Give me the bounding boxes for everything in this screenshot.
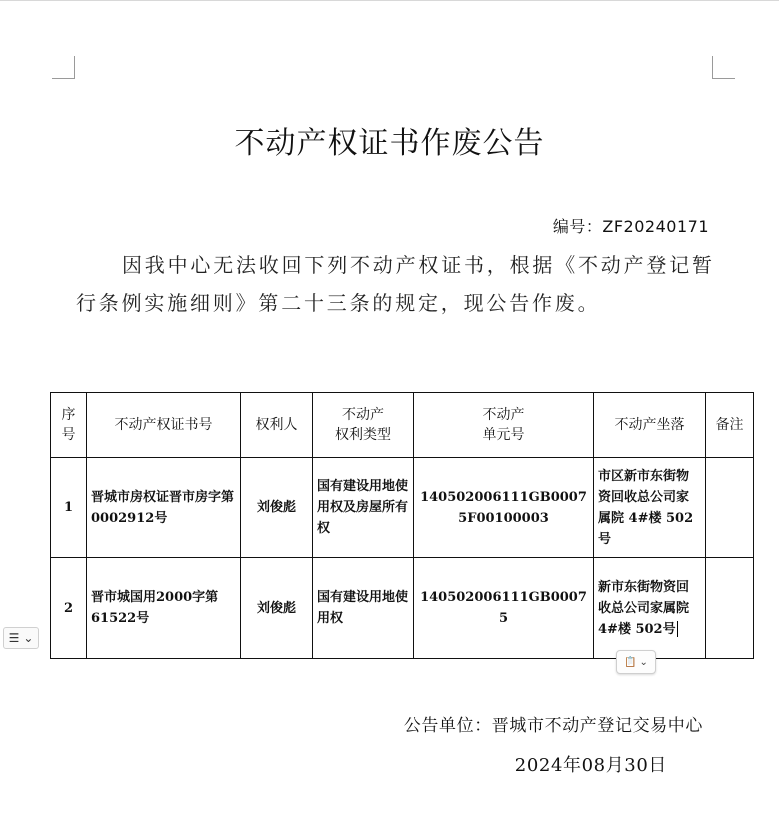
crop-mark-top-right (712, 56, 735, 79)
header-location: 不动产坐落 (594, 393, 706, 458)
header-seq (51, 393, 87, 458)
header-remarks: 备注 (706, 393, 754, 458)
document-title: 不动产权证书作废公告 (234, 126, 545, 161)
issue-date: 2024年08月30日 (514, 755, 667, 776)
page-top-edge (0, 0, 779, 1)
cell-location[interactable] (594, 558, 706, 659)
cell-cert-no[interactable]: 晋市城国用2000字第61522号 (87, 558, 241, 659)
header-right-type (313, 393, 414, 458)
table-row (51, 558, 754, 659)
cell-cert-no[interactable]: 晋城市房权证晋市房字第0002912号 (87, 458, 241, 558)
issuing-unit: 公告单位：晋城市不动产登记交易中心 (403, 716, 703, 736)
header-unit-no (414, 393, 594, 458)
paste-options-button[interactable] (616, 650, 656, 674)
cell-owner[interactable]: 刘俊彪 (241, 458, 313, 558)
text-cursor (677, 621, 678, 637)
cell-unit-no[interactable]: 140502006111GB00075 (414, 558, 594, 659)
header-right-type-line2: 权利类型 (335, 427, 391, 443)
clipboard-icon: 📋 (624, 656, 637, 668)
intro-paragraph: 因我中心无法收回下列不动产权证书，根据《不动产登记暂行条例实施细则》第二十三条的规定，现公告作废。 (76, 253, 715, 315)
table-header-row (51, 393, 754, 458)
cell-right-type[interactable]: 国有建设用地使用权及房屋所有权 (313, 458, 414, 558)
cell-seq[interactable]: 1 (51, 458, 87, 558)
cell-remarks[interactable] (706, 558, 754, 659)
list-icon: ☰ (8, 631, 20, 645)
header-unit-no-line1: 不动产 (482, 407, 525, 423)
header-unit-no-line2: 单元号 (482, 427, 525, 443)
cell-location-text: 新市东街物资回收总公司家属院 4#楼 502号 (598, 579, 690, 637)
cell-owner[interactable]: 刘俊彪 (241, 558, 313, 659)
cell-right-type[interactable]: 国有建设用地使用权 (313, 558, 414, 659)
cell-location[interactable]: 市区新市东街物资回收总公司家属院 4#楼 502号 (594, 458, 706, 558)
header-seq-line1: 序 (61, 407, 76, 423)
document-number: 编号：ZF20240171 (552, 217, 709, 236)
header-right-type-line1: 不动产 (342, 407, 384, 423)
table-row (51, 458, 754, 558)
certificate-table (50, 392, 754, 659)
header-cert-no: 不动产权证书号 (87, 393, 241, 458)
cell-unit-no[interactable]: 140502006111GB00075F00100003 (414, 458, 594, 558)
cell-seq[interactable]: 2 (51, 558, 87, 659)
row-options-button[interactable] (3, 627, 39, 649)
cell-remarks[interactable] (706, 458, 754, 558)
header-owner: 权利人 (241, 393, 313, 458)
chevron-down-icon: ⌄ (639, 656, 648, 668)
chevron-down-icon: ⌄ (23, 631, 34, 645)
crop-mark-top-left (52, 56, 75, 79)
header-seq-line2: 号 (61, 427, 76, 443)
